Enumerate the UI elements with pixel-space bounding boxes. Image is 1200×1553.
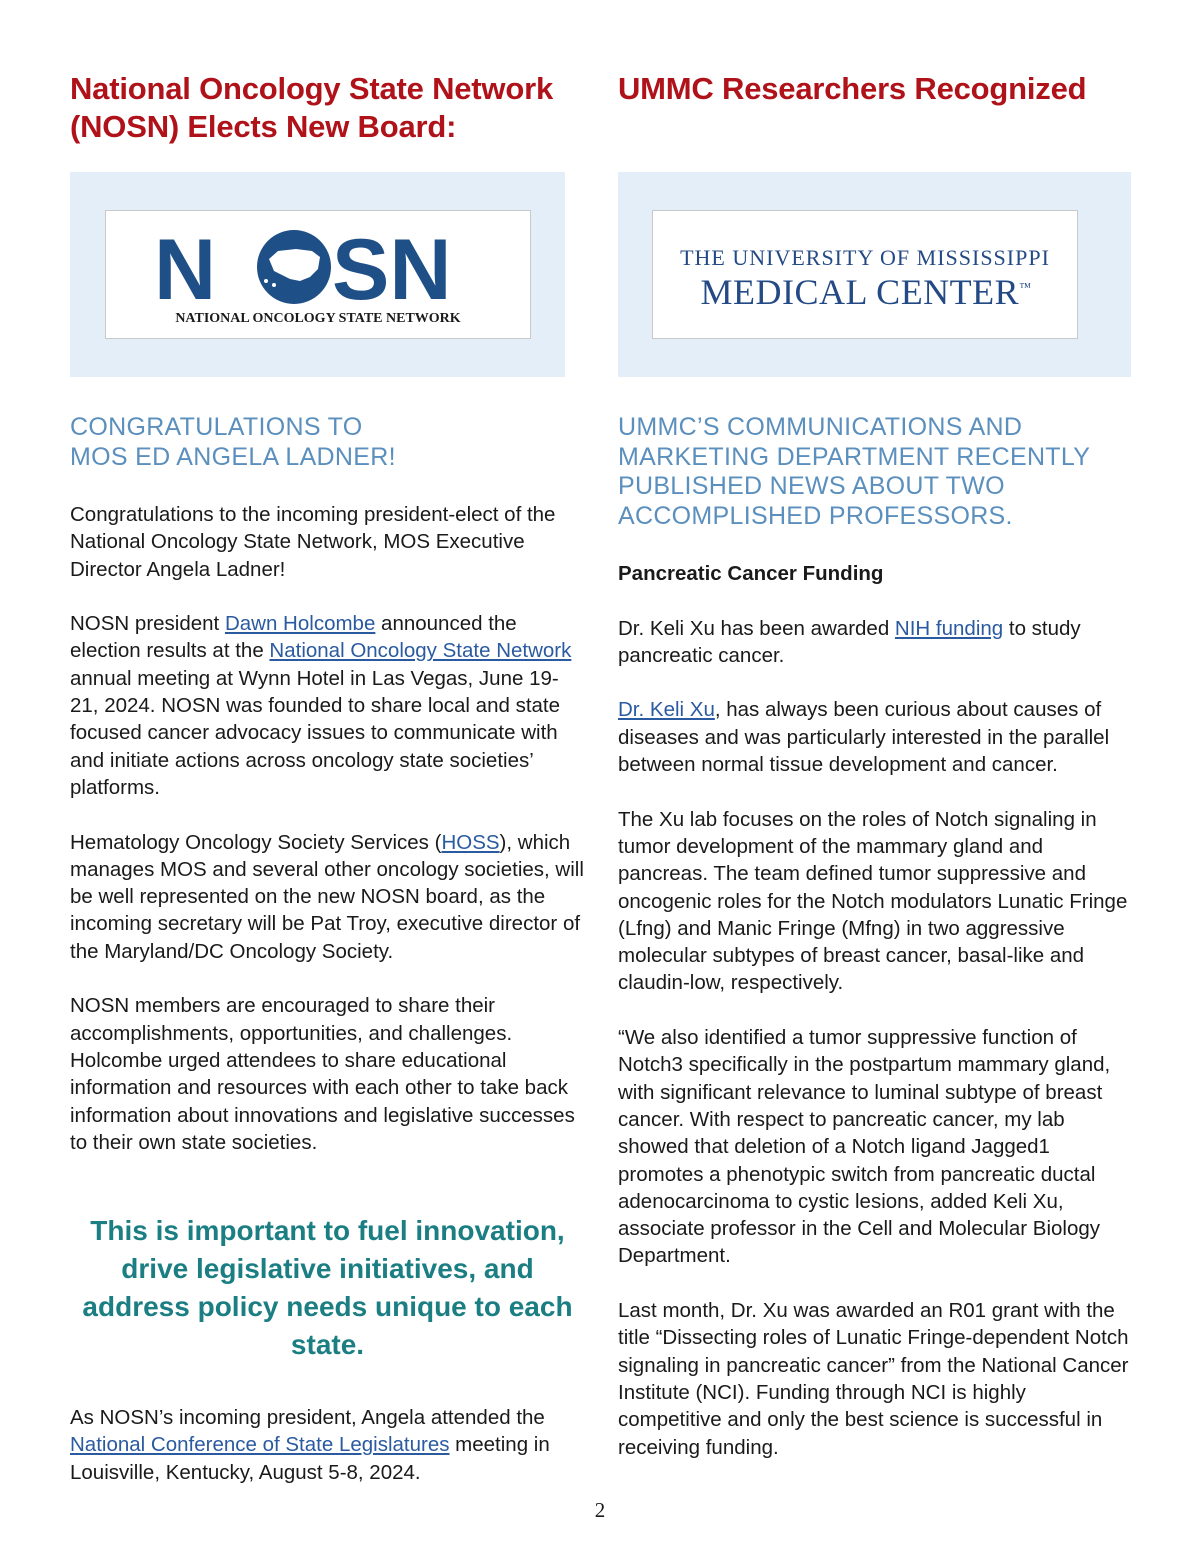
ummc-logo-line1: THE UNIVERSITY OF MISSISSIPPI [680, 245, 1050, 270]
ummc-logo-line2-text: MEDICAL CENTER [700, 272, 1020, 312]
nih-funding-link[interactable]: NIH funding [894, 616, 1004, 640]
nosn-logo-panel [70, 172, 565, 377]
left-p2-text-b: announced the election results at the [70, 612, 517, 663]
right-article-title: UMMC Researchers Recognized [618, 71, 1087, 106]
left-paragraph-5 [70, 1404, 585, 1486]
nosn-letters-sn: SN [332, 222, 452, 318]
left-p2-text-c: annual meeting at Wynn Hotel in Las Vegas, June 19-21, 2024. NOSN was founded to share local and state focused cancer advocacy issues to communicate with and initiate actions across oncology state societies’ platforms. [70, 666, 561, 799]
ummc-logo-panel [618, 172, 1131, 377]
left-paragraph-3 [70, 829, 585, 965]
left-title-line1: National Oncology State Network [70, 71, 553, 106]
left-paragraph-1: Congratulations to the incoming president-elect of the National Oncology State Network, MOS Executive Director Angela Ladner! [70, 503, 556, 581]
left-kicker [70, 413, 396, 472]
hawaii-dot-icon [272, 283, 276, 287]
left-body [70, 501, 585, 1183]
left-article [70, 70, 585, 1484]
right-paragraph-4: “We also identified a tumor suppressive function of Notch3 specifically in the postpartum mammary gland, with significant relevance to luminal subtype of breast cancer. With respect to pancreatic cancer, my lab showed that deletion of a Notch ligand Jagged1 promotes a phenotypic switch from pancreatic ductal adenocarcinoma to cystic lesions, added Keli Xu, associate professor in the Cell and Molecular Biology Department. [618, 1026, 1111, 1268]
right-p1-text-b: to study pancreatic cancer. [618, 616, 1081, 667]
ummc-logo [652, 210, 1078, 339]
left-p3-text-b: ), which manages MOS and several other oncology societies, will be well represented on the new NOSN board, as the incoming secretary will be Pat Troy, executive director of the Maryland/DC Oncology Society. [70, 830, 584, 963]
left-p5-text-b: meeting in Louisville, Kentucky, August 5-8, 2024. [70, 1433, 550, 1484]
left-paragraph-4: NOSN members are encouraged to share their accomplishments, opportunities, and challenges. Holcombe urged attendees to share educational information and resources with each other to take back information about innovations and legislative successes to their own state societies. [70, 994, 575, 1154]
left-kicker-line1: CONGRATULATIONS TO [70, 413, 363, 441]
page-number: 2 [594, 1498, 606, 1522]
right-kicker: UMMC’S COMMUNICATIONS AND MARKETING DEPARTMENT RECENTLY PUBLISHED NEWS ABOUT TWO ACCOMPLISHED PROFESSORS. [618, 413, 1090, 530]
left-p5-text-a: As NOSN’s incoming president, Angela attended the [70, 1406, 545, 1429]
left-paragraph-2 [70, 610, 585, 801]
left-p2-text-a: NOSN president [70, 612, 225, 636]
left-title-line2: (NOSN) Elects New Board: [70, 109, 457, 144]
right-body [618, 560, 1133, 1488]
right-paragraph-5: Last month, Dr. Xu was awarded an R01 grant with the title “Dissecting roles of Lunatic Fringe-dependent Notch signaling in pancreatic cancer” from the National Cancer Institute (NCI). Funding through NCI is highly competitive and only the best science is successful in receiving funding. [618, 1299, 1129, 1459]
nosn-logo-graphic [106, 211, 530, 338]
right-subhead: Pancreatic Cancer Funding [618, 562, 884, 585]
trademark-symbol: ™ [1019, 280, 1032, 294]
right-p1-text-a: Dr. Keli Xu has been awarded [618, 616, 895, 640]
left-article-title [70, 70, 585, 146]
right-paragraph-3: The Xu lab focuses on the roles of Notch signaling in tumor development of the mammary gland and pancreas. The team defined tumor suppressive and oncogenic roles for the Notch modulators Lunatic Fringe (Lfng) and Manic Fringe (Mfng) in two aggressive molecular subtypes of breast cancer, basal-like and claudin-low, respectively. [618, 807, 1128, 995]
hoss-link[interactable]: HOSS [441, 830, 500, 854]
dawn-holcombe-link[interactable]: Dawn Holcombe [224, 612, 376, 636]
nosn-tagline: NATIONAL ONCOLOGY STATE NETWORK [175, 311, 461, 326]
ncsl-link[interactable]: National Conference of State Legislatures [70, 1433, 450, 1457]
left-closing [70, 1404, 585, 1513]
dr-keli-xu-link[interactable]: Dr. Keli Xu [618, 698, 715, 722]
nosn-logo [105, 210, 531, 339]
right-article [618, 70, 1138, 1459]
pull-quote: This is important to fuel innovation, drive legislative initiatives, and address policy needs unique to each state. [82, 1215, 573, 1360]
left-p3-text-a: Hematology Oncology Society Services ( [70, 830, 442, 854]
right-paragraph-1 [618, 615, 1133, 670]
nosn-website-link[interactable]: National Oncology State Network [269, 639, 572, 663]
alaska-dot-icon [264, 279, 268, 283]
left-kicker-line2: MOS ED ANGELA LADNER! [70, 442, 396, 471]
right-paragraph-2 [618, 696, 1133, 778]
ummc-logo-line2 [671, 271, 1061, 313]
nosn-letter-n: N [154, 222, 217, 318]
right-p2-text-b: , has always been curious about causes of diseases and was particularly interested in the parallel between normal tissue development and cancer. [618, 698, 1110, 777]
